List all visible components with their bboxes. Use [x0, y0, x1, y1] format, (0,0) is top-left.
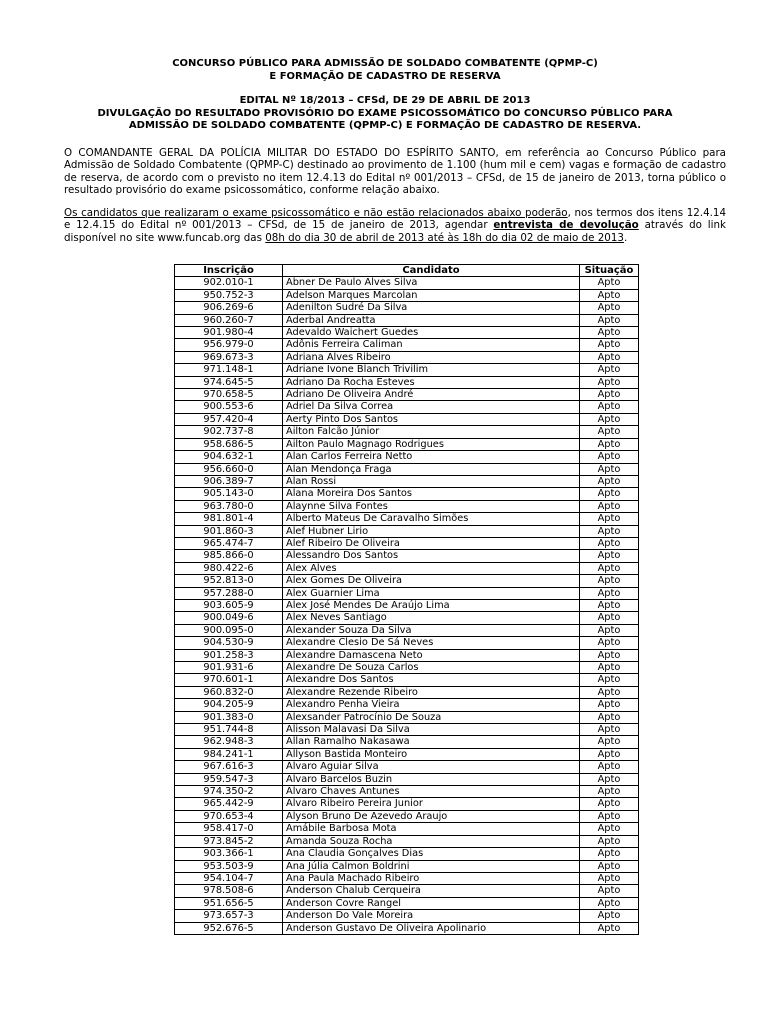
cell-situacao: Apto	[580, 537, 639, 549]
cell-inscricao: 973.657-3	[175, 910, 283, 922]
cell-candidato: Alex Neves Santiago	[283, 612, 580, 624]
table-row	[175, 823, 639, 835]
cell-candidato: Ana Júlia Calmon Boldrini	[283, 860, 580, 872]
cell-candidato: Adelson Marques Marcolan	[283, 289, 580, 301]
cell-inscricao: 901.258-3	[175, 649, 283, 661]
cell-inscricao: 958.686-5	[175, 438, 283, 450]
table-row	[175, 376, 639, 388]
cell-candidato: Alan Mendonça Fraga	[283, 463, 580, 475]
title-line-2: E FORMAÇÃO DE CADASTRO DE RESERVA	[269, 70, 501, 82]
instructions-text-2: através do link disponível no site www.funcab.org das	[64, 219, 726, 244]
table-row	[175, 413, 639, 425]
cell-situacao: Apto	[580, 662, 639, 674]
cell-situacao: Apto	[580, 562, 639, 574]
table-row	[175, 389, 639, 401]
header-situacao: Situação	[580, 265, 639, 277]
table-row	[175, 364, 639, 376]
table-row	[175, 351, 639, 363]
cell-inscricao: 951.744-8	[175, 724, 283, 736]
table-row	[175, 302, 639, 314]
cell-candidato: Anderson Gustavo De Oliveira Apolinario	[283, 922, 580, 934]
cell-inscricao: 978.508-6	[175, 885, 283, 897]
cell-situacao: Apto	[580, 624, 639, 636]
cell-candidato: Alex Alves	[283, 562, 580, 574]
cell-situacao: Apto	[580, 525, 639, 537]
cell-inscricao: 981.801-4	[175, 513, 283, 525]
cell-situacao: Apto	[580, 327, 639, 339]
cell-candidato: Adriane Ivone Blanch Trivilim	[283, 364, 580, 376]
cell-inscricao: 970.658-5	[175, 389, 283, 401]
interview-link-text: entrevista de devolução	[493, 219, 639, 232]
table-row	[175, 711, 639, 723]
edital-heading	[64, 95, 706, 133]
cell-inscricao: 962.948-3	[175, 736, 283, 748]
cell-candidato: Alberto Mateus De Caravalho Simões	[283, 513, 580, 525]
table-row	[175, 885, 639, 897]
cell-inscricao: 974.350-2	[175, 786, 283, 798]
cell-inscricao: 900.095-0	[175, 624, 283, 636]
cell-candidato: Anderson Do Vale Moreira	[283, 910, 580, 922]
cell-situacao: Apto	[580, 500, 639, 512]
cell-candidato: Aderbal Andreatta	[283, 314, 580, 326]
cell-situacao: Apto	[580, 389, 639, 401]
cell-situacao: Apto	[580, 649, 639, 661]
cell-inscricao: 957.420-4	[175, 413, 283, 425]
table-row	[175, 587, 639, 599]
cell-inscricao: 904.205-9	[175, 699, 283, 711]
cell-candidato: Alexandre Rezende Ribeiro	[283, 686, 580, 698]
cell-candidato: Adriano De Oliveira André	[283, 389, 580, 401]
cell-candidato: Aerty Pinto Dos Santos	[283, 413, 580, 425]
cell-situacao: Apto	[580, 910, 639, 922]
table-row	[175, 575, 639, 587]
cell-situacao: Apto	[580, 339, 639, 351]
cell-candidato: Ana Claudia Gonçalves Dias	[283, 848, 580, 860]
cell-situacao: Apto	[580, 599, 639, 611]
cell-candidato: Anderson Covre Rangel	[283, 897, 580, 909]
cell-inscricao: 950.752-3	[175, 289, 283, 301]
cell-inscricao: 904.530-9	[175, 637, 283, 649]
edital-line: EDITAL Nº 18/2013 – CFSd, DE 29 DE ABRIL DE 2013	[239, 95, 531, 106]
cell-inscricao: 960.832-0	[175, 686, 283, 698]
cell-situacao: Apto	[580, 736, 639, 748]
instructions-end: .	[623, 231, 628, 244]
table-row	[175, 289, 639, 301]
cell-inscricao: 959.547-3	[175, 773, 283, 785]
cell-inscricao: 906.389-7	[175, 475, 283, 487]
cell-candidato: Alvaro Ribeiro Pereira Junior	[283, 798, 580, 810]
cell-candidato: Alvaro Chaves Antunes	[283, 786, 580, 798]
table-row	[175, 327, 639, 339]
cell-candidato: Alef Hubner Lirio	[283, 525, 580, 537]
cell-inscricao: 974.645-5	[175, 376, 283, 388]
cell-candidato: Alex José Mendes De Araújo Lima	[283, 599, 580, 611]
cell-inscricao: 900.553-6	[175, 401, 283, 413]
instructions-paragraph	[64, 207, 726, 244]
cell-candidato: Adenilton Sudré Da Silva	[283, 302, 580, 314]
cell-inscricao: 969.673-3	[175, 351, 283, 363]
cell-candidato: Amanda Souza Rocha	[283, 835, 580, 847]
cell-situacao: Apto	[580, 885, 639, 897]
table-row	[175, 612, 639, 624]
table-row	[175, 426, 639, 438]
table-row	[175, 649, 639, 661]
table-row	[175, 860, 639, 872]
cell-inscricao: 954.104-7	[175, 872, 283, 884]
table-row	[175, 488, 639, 500]
cell-inscricao: 980.422-6	[175, 562, 283, 574]
instructions-text-1: , nos termos dos itens 12.4.14 e 12.4.15 do Edital nº 001/2013 – CFSd, de 15 de janeiro de 2013, agendar	[64, 207, 726, 232]
cell-candidato: Alaynne Silva Fontes	[283, 500, 580, 512]
cell-situacao: Apto	[580, 637, 639, 649]
cell-situacao: Apto	[580, 748, 639, 760]
table-row	[175, 810, 639, 822]
cell-candidato: Allan Ramalho Nakasawa	[283, 736, 580, 748]
table-row	[175, 736, 639, 748]
cell-candidato: Alyson Bruno De Azevedo Araujo	[283, 810, 580, 822]
cell-candidato: Ailton Paulo Magnago Rodrigues	[283, 438, 580, 450]
table-row	[175, 537, 639, 549]
cell-candidato: Adriano Da Rocha Esteves	[283, 376, 580, 388]
cell-situacao: Apto	[580, 364, 639, 376]
cell-inscricao: 901.980-4	[175, 327, 283, 339]
cell-situacao: Apto	[580, 686, 639, 698]
cell-candidato: Abner De Paulo Alves Silva	[283, 277, 580, 289]
table-row	[175, 314, 639, 326]
edital-subject-line-2: ADMISSÃO DE SOLDADO COMBATENTE (QPMP-C) E FORMAÇÃO DE CADASTRO DE RESERVA.	[128, 120, 642, 131]
cell-candidato: Alexandre Clesio De Sá Neves	[283, 637, 580, 649]
table-row	[175, 699, 639, 711]
cell-situacao: Apto	[580, 550, 639, 562]
cell-candidato: Alex Gomes De Oliveira	[283, 575, 580, 587]
cell-situacao: Apto	[580, 773, 639, 785]
cell-candidato: Alexander Souza Da Silva	[283, 624, 580, 636]
cell-candidato: Alexandre Dos Santos	[283, 674, 580, 686]
cell-inscricao: 903.605-9	[175, 599, 283, 611]
cell-inscricao: 901.860-3	[175, 525, 283, 537]
cell-situacao: Apto	[580, 798, 639, 810]
cell-candidato: Alef Ribeiro De Oliveira	[283, 537, 580, 549]
table-row	[175, 637, 639, 649]
table-row	[175, 910, 639, 922]
cell-situacao: Apto	[580, 761, 639, 773]
cell-inscricao: 958.417-0	[175, 823, 283, 835]
table-header-row	[175, 265, 639, 277]
table-row	[175, 599, 639, 611]
cell-inscricao: 984.241-1	[175, 748, 283, 760]
cell-situacao: Apto	[580, 848, 639, 860]
cell-situacao: Apto	[580, 401, 639, 413]
table-row	[175, 872, 639, 884]
table-row	[175, 674, 639, 686]
header-candidato: Candidato	[283, 265, 580, 277]
cell-situacao: Apto	[580, 451, 639, 463]
cell-inscricao: 971.148-1	[175, 364, 283, 376]
cell-inscricao: 903.366-1	[175, 848, 283, 860]
table-row	[175, 786, 639, 798]
table-row	[175, 277, 639, 289]
cell-inscricao: 902.737-8	[175, 426, 283, 438]
table-row	[175, 475, 639, 487]
cell-situacao: Apto	[580, 413, 639, 425]
cell-inscricao: 967.616-3	[175, 761, 283, 773]
cell-situacao: Apto	[580, 922, 639, 934]
cell-inscricao: 900.049-6	[175, 612, 283, 624]
cell-inscricao: 956.660-0	[175, 463, 283, 475]
cell-candidato: Alvaro Barcelos Buzin	[283, 773, 580, 785]
cell-situacao: Apto	[580, 872, 639, 884]
cell-situacao: Apto	[580, 314, 639, 326]
cell-situacao: Apto	[580, 612, 639, 624]
cell-candidato: Alexsander Patrocínio De Souza	[283, 711, 580, 723]
cell-inscricao: 952.676-5	[175, 922, 283, 934]
cell-inscricao: 901.931-6	[175, 662, 283, 674]
cell-situacao: Apto	[580, 277, 639, 289]
header-inscricao: Inscrição	[175, 265, 283, 277]
cell-inscricao: 960.260-7	[175, 314, 283, 326]
cell-situacao: Apto	[580, 835, 639, 847]
table-row	[175, 463, 639, 475]
table-row	[175, 550, 639, 562]
cell-situacao: Apto	[580, 463, 639, 475]
cell-candidato: Ana Paula Machado Ribeiro	[283, 872, 580, 884]
cell-candidato: Anderson Chalub Cerqueira	[283, 885, 580, 897]
cell-candidato: Adônis Ferreira Caliman	[283, 339, 580, 351]
title-line-1: CONCURSO PÚBLICO PARA ADMISSÃO DE SOLDADO COMBATENTE (QPMP-C)	[172, 58, 598, 69]
cell-situacao: Apto	[580, 376, 639, 388]
table-row	[175, 662, 639, 674]
table-row	[175, 525, 639, 537]
cell-candidato: Alexandre De Souza Carlos	[283, 662, 580, 674]
cell-inscricao: 963.780-0	[175, 500, 283, 512]
table-row	[175, 438, 639, 450]
table-row	[175, 624, 639, 636]
cell-situacao: Apto	[580, 488, 639, 500]
cell-inscricao: 970.653-4	[175, 810, 283, 822]
cell-inscricao: 902.010-1	[175, 277, 283, 289]
cell-inscricao: 965.474-7	[175, 537, 283, 549]
cell-inscricao: 985.866-0	[175, 550, 283, 562]
cell-inscricao: 905.143-0	[175, 488, 283, 500]
table-row	[175, 798, 639, 810]
cell-situacao: Apto	[580, 438, 639, 450]
table-row	[175, 848, 639, 860]
table-row	[175, 500, 639, 512]
cell-inscricao: 901.383-0	[175, 711, 283, 723]
cell-inscricao: 970.601-1	[175, 674, 283, 686]
schedule-period: 08h do dia 30 de abril de 2013 até às 18h do dia 02 de maio de 2013	[265, 231, 624, 244]
cell-candidato: Alessandro Dos Santos	[283, 550, 580, 562]
cell-situacao: Apto	[580, 699, 639, 711]
cell-inscricao: 952.813-0	[175, 575, 283, 587]
cell-situacao: Apto	[580, 674, 639, 686]
cell-inscricao: 956.979-0	[175, 339, 283, 351]
cell-situacao: Apto	[580, 351, 639, 363]
cell-situacao: Apto	[580, 860, 639, 872]
table-row	[175, 339, 639, 351]
table-row	[175, 748, 639, 760]
cell-candidato: Alex Guarnier Lima	[283, 587, 580, 599]
cell-candidato: Alisson Malavasi Da Silva	[283, 724, 580, 736]
cell-candidato: Alexandre Damascena Neto	[283, 649, 580, 661]
cell-situacao: Apto	[580, 786, 639, 798]
table-row	[175, 686, 639, 698]
table-row	[175, 922, 639, 934]
cell-situacao: Apto	[580, 897, 639, 909]
cell-situacao: Apto	[580, 289, 639, 301]
table-row	[175, 835, 639, 847]
table-row	[175, 773, 639, 785]
cell-candidato: Alana Moreira Dos Santos	[283, 488, 580, 500]
cell-situacao: Apto	[580, 575, 639, 587]
cell-candidato: Allyson Bastida Monteiro	[283, 748, 580, 760]
results-table	[174, 264, 639, 935]
table-row	[175, 761, 639, 773]
cell-inscricao: 953.503-9	[175, 860, 283, 872]
cell-situacao: Apto	[580, 513, 639, 525]
cell-situacao: Apto	[580, 810, 639, 822]
cell-candidato: Adevaldo Waichert Guedes	[283, 327, 580, 339]
table-row	[175, 562, 639, 574]
cell-candidato: Alexandro Penha Vieira	[283, 699, 580, 711]
intro-paragraph: O COMANDANTE GERAL DA POLÍCIA MILITAR DO ESTADO DO ESPÍRITO SANTO, em referência ao Concurso Público para Admissão de Soldado Combatente (QPMP-C) destinado ao provimento de 1.100 (hum mil e cem) vagas e formação de cadastro de reserva, de acordo com o previsto no item 12.4.13 do Edital nº 001/2013 – CFSd, de 15 de janeiro de 2013, torna público o resultado provisório do exame psicossomático, conforme relação abaixo.	[64, 147, 726, 197]
table-row	[175, 724, 639, 736]
cell-inscricao: 904.632-1	[175, 451, 283, 463]
cell-candidato: Amábile Barbosa Mota	[283, 823, 580, 835]
cell-inscricao: 973.845-2	[175, 835, 283, 847]
document-title	[64, 58, 706, 83]
table-row	[175, 897, 639, 909]
instructions-underlined: Os candidatos que realizaram o exame psicossomático e não estão relacionados abaixo poderão	[64, 207, 568, 219]
edital-subject-line-1: DIVULGAÇÃO DO RESULTADO PROVISÓRIO DO EXAME PSICOSSOMÁTICO DO CONCURSO PÚBLICO PARA	[97, 107, 673, 119]
cell-candidato: Alan Carlos Ferreira Netto	[283, 451, 580, 463]
cell-inscricao: 957.288-0	[175, 587, 283, 599]
cell-situacao: Apto	[580, 724, 639, 736]
table-body	[175, 277, 639, 935]
cell-situacao: Apto	[580, 587, 639, 599]
cell-candidato: Alan Rossi	[283, 475, 580, 487]
table-row	[175, 401, 639, 413]
cell-inscricao: 951.656-5	[175, 897, 283, 909]
cell-inscricao: 906.269-6	[175, 302, 283, 314]
cell-candidato: Adriel Da Silva Correa	[283, 401, 580, 413]
cell-situacao: Apto	[580, 475, 639, 487]
cell-situacao: Apto	[580, 711, 639, 723]
cell-situacao: Apto	[580, 426, 639, 438]
cell-situacao: Apto	[580, 302, 639, 314]
cell-situacao: Apto	[580, 823, 639, 835]
table-row	[175, 513, 639, 525]
cell-candidato: Adriana Alves Ribeiro	[283, 351, 580, 363]
table-row	[175, 451, 639, 463]
cell-inscricao: 965.442-9	[175, 798, 283, 810]
cell-candidato: Álvaro Aguiar Silva	[283, 761, 580, 773]
cell-candidato: Ailton Falcão Júnior	[283, 426, 580, 438]
